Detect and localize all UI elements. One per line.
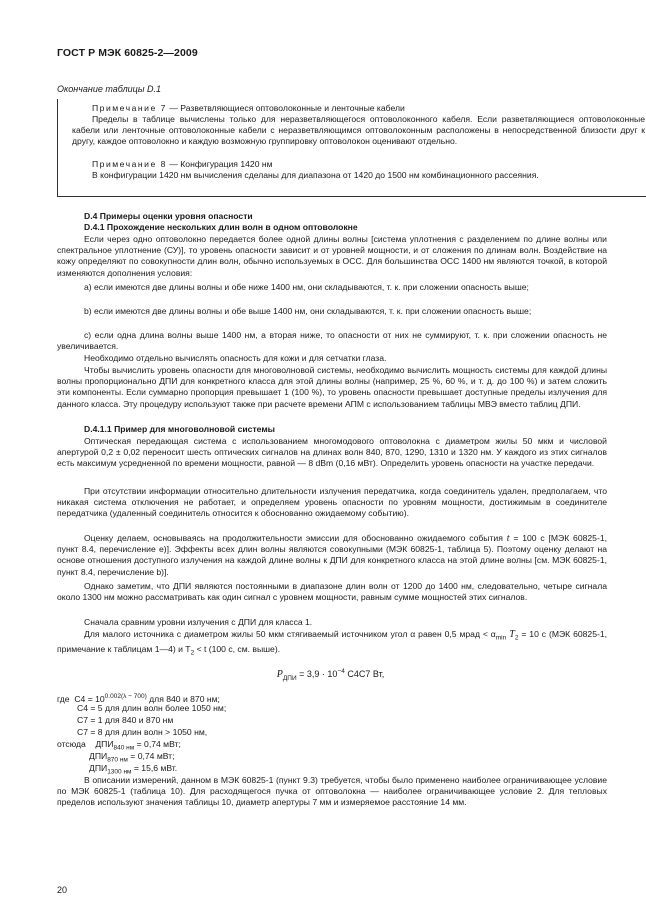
paragraph-7: Однако заметим, что ДПИ являются постоянными в диапазоне длин волн от 1200 до 1400 нм, следовательно, четыре сигнала около 1300 нм можно рассматривать как один сигнал с уровнем мощности, равным сумме мощностей этих сигналов. bbox=[57, 581, 607, 603]
document-header: ГОСТ Р МЭК 60825-2—2009 bbox=[57, 47, 198, 59]
paragraph-9: Для малого источника с диаметром жилы 50 мкм стягиваемый источником угол α равен 0,5 мрад < $\alpha_{min}$ $T_2 = 10$ с (МЭК 60825-1, примечание к таблицам 1—4) и $T_2 < t$ (100 с, см. выше). bbox=[57, 629, 608, 657]
table-caption: Окончание таблицы D.1 bbox=[57, 84, 161, 94]
note-7-heading: Примечание 7 — Разветвляющиеся оптоволоконные и ленточные кабели bbox=[92, 103, 405, 113]
paragraph-10: В описании измерений, данном в МЭК 60825-1 (пункт 9.3) требуется, чтобы было применено наиболее ограничивающее условие по МЭК 60825-1 (таблица 10). Для расходящегося пучка от оптоволокна — наиболее ограничивающее условие 2. Для тепловых пределов используют значения таблицы 10, диаметр апертуры 7 мм и измеряемое расстояние 14 мм. bbox=[57, 775, 607, 808]
list-item-c: с) если одна длина волны выше 1400 нм, а вторая ниже, то опасности от них не суммируют, т. к. при сложении опасность не увеличивается. bbox=[57, 330, 607, 352]
dpi-840: отсюда $ДПИ_{840 нм} = 0,74$ мВт; bbox=[57, 739, 181, 752]
c7-long: C7 = 8 для длин волн > 1050 нм, bbox=[77, 727, 208, 737]
paragraph-1: Если через одно оптоволокно передается более одной длины волны [система уплотнения с разделением по длине волны или спектральное уплотнение (СУ)], то уровень опасности зависит и от уровней мощности, и от сложения по длинам волн. Воздействие на кожу определяют по совокупности длин волн, обычно используемых в ОСС. Для большинства ОСС 1400 нм являются точкой, в которой изменяются дополнения условия: bbox=[57, 234, 607, 278]
paragraph-6: Оценку делаем, основываясь на продолжительности эмиссии для обоснованно ожидаемого события t = 100 с [МЭК 60825-1, пункт 8.4, перечисление е)]. Эффекты всех длин волны являются совокупными (МЭК 60825-1, таблица 5). Поэтому оценку делают на основе отношения доступного излучения на каждой длине волны к ДПИ для конкретного класса на этой длине волны [см. МЭК 60825-1, пункт 8.4, перечисление b)]. bbox=[57, 533, 607, 577]
c4-long: C4 = 5 для длин волн более 1050 нм; bbox=[77, 703, 227, 713]
list-item-b: b) если имеются две длины волны и обе выше 1400 нм, они складываются, т. к. при сложении опасность выше; bbox=[84, 306, 532, 316]
dpi-1300: $ДПИ_{1300 нм} = 15,6$ мВт. bbox=[89, 763, 178, 776]
where-c4: где $C4 = 10^{0.002(\lambda - 700)}$ для 840 и 870 нм; bbox=[57, 693, 220, 704]
page-number: 20 bbox=[57, 885, 68, 895]
note-8-text: В конфигурации 1420 нм вычисления сделаны для диапазона от 1420 до 1500 нм комбинационного рассеяния. bbox=[92, 170, 539, 180]
section-d41-heading: D.4.1 Прохождение нескольких длин волн в одном оптоволокне bbox=[84, 222, 358, 232]
paragraph-5: При отсутствии информации относительно длительности излучения передатчика, когда соединитель удален, предполагаем, что никакая система отключения не работает, и определяем уровень опасности по уровням мощности, достижимым в соединителе передатчика (удаленный соединитель относится к обоснованно ожидаемому событию). bbox=[57, 486, 607, 519]
section-d411-heading: D.4.1.1 Пример для многоволновой системы bbox=[84, 424, 276, 434]
paragraph-3: Чтобы вычислить уровень опасности для многоволновой системы, необходимо вычислить мощность системы для каждой длины волны пропорционально ДПИ для конкретного класса для этой длины волны (например, 25 %, 60 %, и т. д. до 100 %) и затем сложить эти компоненты. Если суммарно пропорция превышает 1 (100 %), то уровень опасности превышает доступные пределы излучения для данного класса. Эту процедуру используют также при расчете времени АПМ с использованием таблицы МВЭ вместо таблиц ДПИ. bbox=[57, 365, 607, 409]
paragraph-4: Оптическая передающая система с использованием многомодового оптоволокна с диаметром жилы 50 мкм и числовой апертурой 0,2 ± 0,02 переносит шесть оптических сигналов на длинах волн 840, 870, 1290, 1310 и 1320 нм. У каждого из этих сигналов есть максимум усредненной по времени мощности, равной — 8 dBm (0,16 мВт). Определить уровень опасности на участке передачи. bbox=[57, 436, 607, 469]
list-item-a: а) если имеются две длины волны и обе ниже 1400 нм, они складываются, т. к. при сложении опасность выше; bbox=[84, 282, 529, 292]
paragraph-2: Необходимо отдельно вычислять опасность для кожи и для сетчатки глаза. bbox=[84, 353, 387, 363]
note-7-text: Пределы в таблице вычислены только для неразветвляющегося оптоволоконного кабеля. Если разветвляющиеся оптоволоконные кабели или ленточные оптоволоконные кабели с неразветвляющимся оптоволоконным расположены в непосредственной близости друг к другу, каждое оптоволокно и каждую возможную группировку оптоволокон оценивают отдельно. bbox=[72, 114, 645, 147]
paragraph-8: Сначала сравним уровни излучения с ДПИ для класса 1. bbox=[84, 617, 313, 627]
note-8-heading: Примечание 8 — Конфигурация 1420 нм bbox=[92, 159, 273, 169]
c7-short: C7 = 1 для 840 и 870 нм bbox=[77, 715, 174, 725]
section-d4-heading: D.4 Примеры оценки уровня опасности bbox=[84, 211, 253, 221]
dpi-870: $ДПИ_{870 нм} = 0,74$ мВт; bbox=[89, 751, 175, 764]
formula-dpi: $P_{ДПИ} = 3,9 \cdot 10^{-4}$ C4C7 Вт, bbox=[276, 668, 385, 682]
